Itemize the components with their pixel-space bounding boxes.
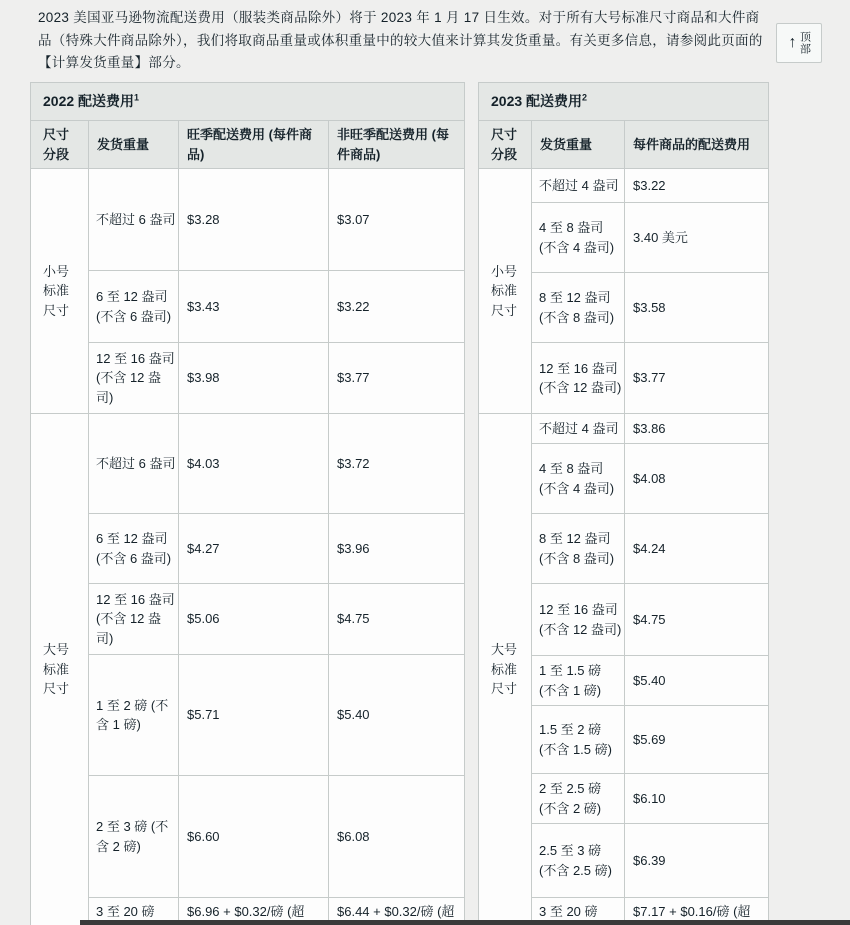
column-header: 每件商品的配送费用 (625, 121, 769, 169)
price-cell: $5.40 (329, 655, 465, 776)
column-header: 旺季配送费用 (每件商品) (179, 121, 329, 169)
price-cell: $3.43 (179, 271, 329, 343)
table-row (31, 776, 465, 898)
table-row (31, 514, 465, 584)
price-cell: $6.10 (625, 774, 769, 824)
price-cell: $3.72 (329, 414, 465, 514)
table-title-row (31, 83, 465, 121)
price-cell: $3.22 (329, 271, 465, 343)
size-tier-cell: 大号标准尺寸 (479, 414, 532, 925)
price-cell: 3.40 美元 (625, 203, 769, 273)
weight-cell: 3 至 20 磅 (532, 898, 625, 925)
price-cell: $4.03 (179, 414, 329, 514)
title-superscript: 1 (134, 92, 140, 103)
table-title-row (479, 83, 769, 121)
table-row (479, 169, 769, 203)
back-to-top-button[interactable] (776, 23, 822, 63)
weight-cell: 4 至 8 盎司 (不含 4 盎司) (532, 203, 625, 273)
price-cell: $3.77 (625, 343, 769, 414)
column-header: 非旺季配送费用 (每件商品) (329, 121, 465, 169)
weight-cell: 1 至 2 磅 (不含 1 磅) (89, 655, 179, 776)
price-cell: $3.98 (179, 343, 329, 414)
price-cell: $6.96 + $0.32/磅 (超 (179, 898, 329, 925)
price-cell: $4.24 (625, 514, 769, 584)
size-tier-cell: 小号标准尺寸 (31, 169, 89, 414)
weight-cell: 4 至 8 盎司 (不含 4 盎司) (532, 444, 625, 514)
price-cell: $6.44 + $0.32/磅 (超 (329, 898, 465, 925)
column-header-row (31, 121, 465, 169)
price-cell: $3.58 (625, 273, 769, 343)
weight-cell: 2 至 2.5 磅 (不含 2 磅) (532, 774, 625, 824)
table-row (31, 655, 465, 776)
weight-cell: 不超过 4 盎司 (532, 414, 625, 444)
price-cell: $7.17 + $0.16/磅 (超 (625, 898, 769, 925)
price-cell: $4.75 (329, 584, 465, 655)
weight-cell: 3 至 20 磅 (89, 898, 179, 925)
price-cell: $4.27 (179, 514, 329, 584)
price-cell: $3.22 (625, 169, 769, 203)
weight-cell: 12 至 16 盎司 (不含 12 盎司) (89, 584, 179, 655)
price-cell: $6.60 (179, 776, 329, 898)
weight-cell: 不超过 6 盎司 (89, 414, 179, 514)
price-cell: $5.71 (179, 655, 329, 776)
column-header-row (479, 121, 769, 169)
bottom-edge-bar (80, 920, 850, 925)
price-cell: $5.40 (625, 656, 769, 706)
weight-cell: 6 至 12 盎司 (不含 6 盎司) (89, 271, 179, 343)
column-header: 发货重量 (89, 121, 179, 169)
table-row (31, 584, 465, 655)
price-cell: $5.06 (179, 584, 329, 655)
fee-table-2023 (478, 82, 769, 925)
up-arrow-icon: ↑ (788, 34, 797, 51)
title-superscript: 2 (582, 92, 588, 103)
size-tier-cell: 大号标准尺寸 (31, 414, 89, 925)
table-title: 2023 配送费用$^2$ (479, 83, 769, 121)
price-cell: $3.77 (329, 343, 465, 414)
price-cell: $6.39 (625, 824, 769, 898)
column-header: 尺寸分段 (31, 121, 89, 169)
intro-paragraph: 2023 美国亚马逊物流配送费用（服装类商品除外）将于 2023 年 1 月 17 日生效。对于所有大号标准尺寸商品和大件商品（特殊大件商品除外），我们将取商品重量或体积重量中的较大值来计算其发货重量。有关更多信息，请参阅此页面的【计算发货重量】部分。 (38, 10, 763, 71)
weight-cell: 8 至 12 盎司 (不含 8 盎司) (532, 514, 625, 584)
weight-cell: 2.5 至 3 磅 (不含 2.5 磅) (532, 824, 625, 898)
weight-cell: 6 至 12 盎司 (不含 6 盎司) (89, 514, 179, 584)
table-row (31, 271, 465, 343)
table-row (479, 414, 769, 444)
price-cell: $5.69 (625, 706, 769, 774)
weight-cell: 8 至 12 盎司 (不含 8 盎司) (532, 273, 625, 343)
price-cell: $3.96 (329, 514, 465, 584)
weight-cell: 12 至 16 盎司 (不含 12 盎司) (532, 584, 625, 656)
price-cell: $3.07 (329, 169, 465, 271)
weight-cell: 12 至 16 盎司 (不含 12 盎司) (532, 343, 625, 414)
column-header: 尺寸分段 (479, 121, 532, 169)
price-cell: $4.75 (625, 584, 769, 656)
weight-cell: 12 至 16 盎司 (不含 12 盎司) (89, 343, 179, 414)
price-cell: $3.86 (625, 414, 769, 444)
price-cell: $3.28 (179, 169, 329, 271)
weight-cell: 1 至 1.5 磅 (不含 1 磅) (532, 656, 625, 706)
table-row (31, 169, 465, 271)
size-tier-cell: 小号标准尺寸 (479, 169, 532, 414)
weight-cell: 1.5 至 2 磅 (不含 1.5 磅) (532, 706, 625, 774)
table-title: 2022 配送费用$^1$ (31, 83, 465, 121)
table-row (31, 343, 465, 414)
column-header: 发货重量 (532, 121, 625, 169)
price-cell: $6.08 (329, 776, 465, 898)
price-cell: $4.08 (625, 444, 769, 514)
weight-cell: 不超过 6 盎司 (89, 169, 179, 271)
weight-cell: 不超过 4 盎司 (532, 169, 625, 203)
table-row (31, 414, 465, 514)
fee-table-2022 (30, 82, 465, 925)
back-to-top-label: 顶部 (798, 31, 811, 55)
weight-cell: 2 至 3 磅 (不含 2 磅) (89, 776, 179, 898)
